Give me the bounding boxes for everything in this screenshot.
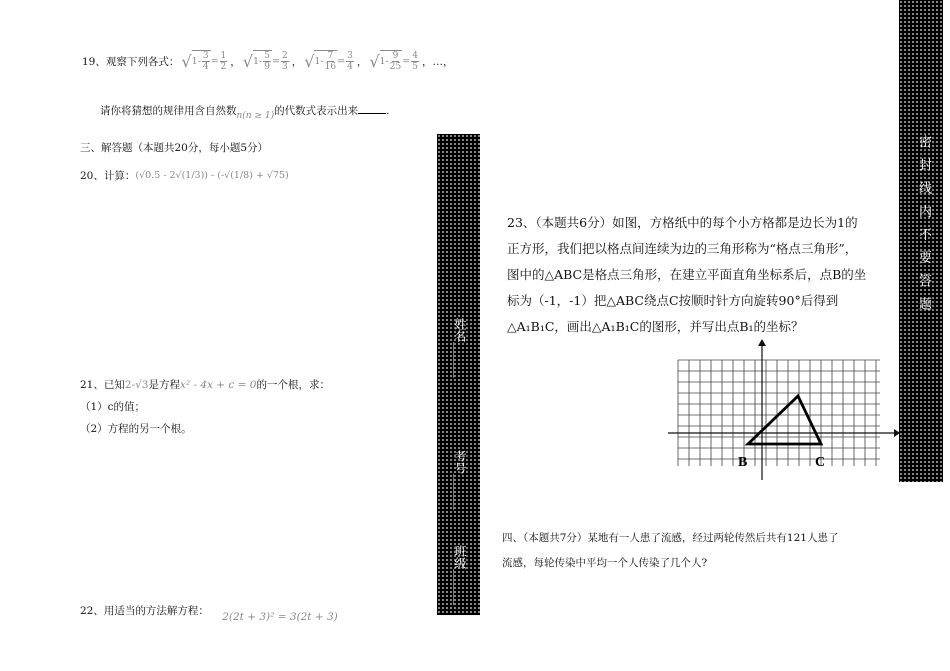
y-axis-arrow bbox=[758, 339, 766, 346]
q23-text: 23、（本题共6分）如图，方格纸中的每个小方格都是边长为1的正方形，我们把以格点间连续为边的三角形称为“格点三角形”，图中的△ABC是格点三角形，在建立平面直角坐标系后，点B的坐标为（-1，-1）把△ABC绕点C按顺时针方向旋转90°后得到△A₁B₁C，画出△A₁B₁C的图形，并写出点B₁的坐标？ bbox=[507, 215, 867, 334]
q21-pre: 21、已知 bbox=[80, 379, 125, 391]
id-field-label: 考号______ bbox=[453, 450, 467, 510]
section-4-line1: 四、（本题共7分）某地有一人患了流感，经过两轮传然后共有121人患了 bbox=[502, 532, 839, 544]
answer-blank bbox=[358, 104, 386, 114]
label-b: B bbox=[738, 455, 748, 470]
q21-mid: 是方程 bbox=[148, 379, 180, 391]
sqrt-sign: √ bbox=[181, 51, 192, 71]
q22-equation: 2(2t + 3)² = 3(2t + 3) bbox=[222, 611, 338, 623]
q19-radical-expression: √ 1- $\frac{5}{9}$ = $\frac{2}{3}$ bbox=[242, 50, 288, 72]
q19-radical-expression: √ 1- $\frac{9}{25}$ = $\frac{4}{5}$ bbox=[369, 50, 418, 72]
section-4-line2: 流感，每轮传染中平均一个人传染了几个人? bbox=[502, 557, 708, 569]
q21-item1: （1）c的值； bbox=[80, 401, 146, 413]
q22 bbox=[80, 603, 338, 623]
name-field-label: 姓名______ bbox=[453, 318, 467, 378]
q19-expressions: √ 1- $\frac{3}{4}$ = $\frac{1}{2}$ ， √ 1- $\frac{5}{9}$ = $\frac{2}{3}$ ， √ 1- $\frac{7}{16}$ = $\frac{3}{4}$ ， √ 1- $\frac{9}{25}$ = $\frac{4}{5}$ ， …， bbox=[181, 50, 454, 72]
q19-line2-post: 的代数式表示出来 bbox=[274, 105, 359, 117]
q19 bbox=[82, 46, 453, 76]
q19-radical-expression: √ 1- $\frac{3}{4}$ = $\frac{1}{2}$ bbox=[181, 50, 227, 72]
x-axis-arrow bbox=[894, 429, 900, 437]
q21-line1 bbox=[80, 377, 330, 392]
seal-line-notice: 密 封 线 内 不 要 答 题 bbox=[916, 135, 931, 313]
q21-root-expr: 2-√3 bbox=[124, 379, 149, 391]
q19-ellipsis: …， bbox=[432, 55, 454, 68]
q20 bbox=[80, 168, 289, 183]
sqrt-sign: √ bbox=[242, 51, 253, 71]
label-c: C bbox=[815, 455, 826, 470]
sqrt-sign: √ bbox=[304, 51, 315, 71]
q21-post: 的一个根，求： bbox=[256, 379, 330, 391]
q19-label: 19、观察下列各式： bbox=[82, 55, 180, 68]
q19-line2-pre: 请你将猜想的规律用含自然数 bbox=[100, 105, 237, 117]
section-3-heading: 三、解答题（本题共20分，每小题5分） bbox=[80, 142, 269, 154]
q21-item2: （2）方程的另一个根。 bbox=[80, 423, 192, 435]
class-field-label: 班级______ bbox=[453, 545, 467, 605]
grid-figure bbox=[660, 338, 900, 483]
q19-var-n: n(n ≥ 1) bbox=[236, 111, 275, 121]
q19-radical-expression: √ 1- $\frac{7}{16}$ = $\frac{3}{4}$ bbox=[304, 50, 353, 72]
q21-equation: x² - 4x + c = 0 bbox=[179, 379, 257, 391]
sqrt-sign: √ bbox=[369, 51, 380, 71]
q19-line2 bbox=[100, 103, 390, 121]
q20-label: 20、计算： bbox=[80, 170, 136, 182]
q19-line2-end: . bbox=[386, 105, 390, 117]
q22-label: 22、用适当的方法解方程： bbox=[80, 605, 209, 617]
q20-expression: (√0.5 - 2√(1/3)) - (-√(1/8) + √75) bbox=[135, 170, 289, 181]
